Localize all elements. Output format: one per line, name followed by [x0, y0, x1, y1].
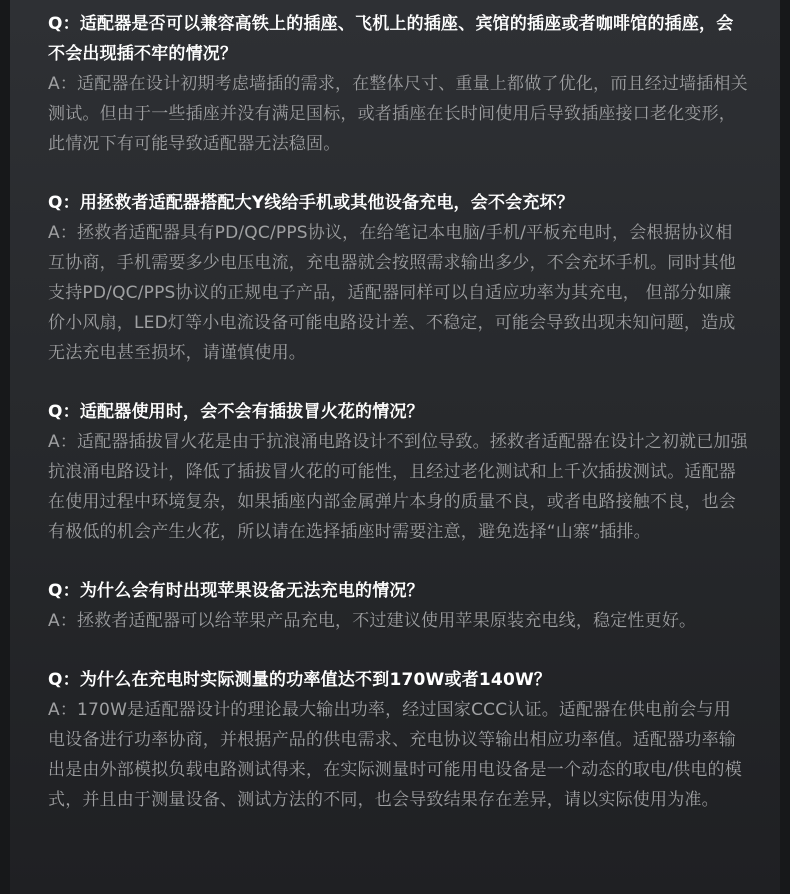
faq-answer: A：拯救者适配器具有PD/QC/PPS协议，在给笔记本电脑/手机/平板充电时，会根据协议相互协商，手机需要多少电压电流，充电器就会按照需求输出多少，不会充坏手机。同时其他支持PD/QC/PPS协议的正规电子产品，适配器同样可以自适应功率为其充电， 但部分如廉价小风扇，LED灯等小电流设备可能电路设计差、不稳定，可能会导致出现未知问题，造成无法充电甚至损坏，请谨慎使用。: [48, 223, 736, 363]
faq-item-power: [48, 665, 748, 815]
faq-question: Q：用拯救者适配器搭配大Y线给手机或其他设备充电，会不会充坏？: [48, 193, 574, 213]
right-border: [780, 0, 790, 894]
faq-answer: A：适配器在设计初期考虑墙插的需求，在整体尺寸、重量上都做了优化，而且经过墙插相关测试。但由于一些插座并没有满足国标，或者插座在长时间使用后导致插座接口老化变形，此情况下有可能导致适配器无法稳固。: [48, 74, 748, 154]
faq-question: Q：适配器使用时，会不会有插拔冒火花的情况？: [48, 402, 424, 422]
faq-question: Q：适配器是否可以兼容高铁上的插座、飞机上的插座、宾馆的插座或者咖啡馆的插座，会不会出现插不牢的情况？: [48, 14, 734, 64]
faq-item-sparks: [48, 397, 748, 547]
faq-question: Q：为什么在充电时实际测量的功率值达不到170W或者140W？: [48, 670, 552, 690]
faq-answer: A：170W是适配器设计的理论最大输出功率，经过国家CCC认证。适配器在供电前会与用电设备进行功率协商，并根据产品的供电需求、充电协议等输出相应功率值。适配器功率输出是由外部模拟负载电路测试得来，在实际测量时可能用电设备是一个动态的取电/供电的模式，并且由于测量设备、测试方法的不同，也会导致结果存在差异，请以实际使用为准。: [48, 700, 742, 810]
left-border: [0, 0, 10, 894]
faq-answer: A：拯救者适配器可以给苹果产品充电，不过建议使用苹果原装充电线，稳定性更好。: [48, 611, 697, 631]
faq-item-compatibility: [48, 9, 748, 159]
faq-answer: A：适配器插拔冒火花是由于抗浪涌电路设计不到位导致。拯救者适配器在设计之初就已加强抗浪涌电路设计，降低了插拔冒火花的可能性，且经过老化测试和上千次插拔测试。适配器在使用过程中环境复杂，如果插座内部金属弹片本身的质量不良，或者电路接触不良，也会有极低的机会产生火花，所以请在选择插座时需要注意，避免选择“山寨”插排。: [48, 432, 748, 542]
faq-item-apple: [48, 576, 748, 636]
faq-question: Q：为什么会有时出现苹果设备无法充电的情况？: [48, 581, 424, 601]
faq-item-y-cable: [48, 188, 748, 368]
faq-list: [48, 9, 748, 844]
